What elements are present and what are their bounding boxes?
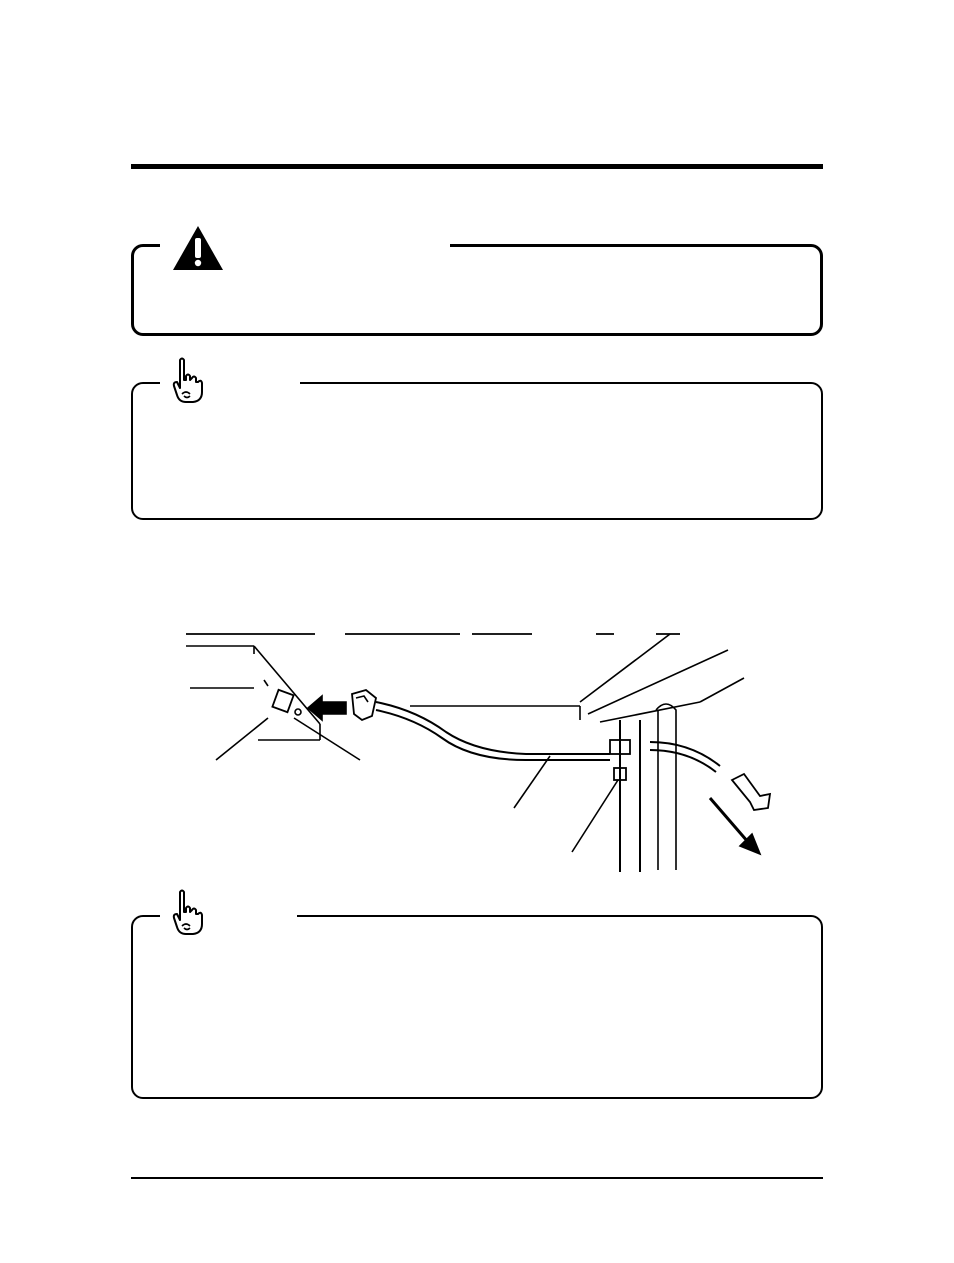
hose-connection-diagram (180, 620, 780, 880)
note-box-1 (131, 382, 823, 520)
warning-box (131, 244, 823, 336)
pointing-hand-icon (168, 888, 208, 936)
footer-rule (131, 1177, 823, 1179)
note-box-2 (131, 915, 823, 1099)
header-rule (131, 164, 823, 169)
warning-triangle-icon (171, 224, 225, 272)
pointing-hand-icon (168, 356, 208, 404)
